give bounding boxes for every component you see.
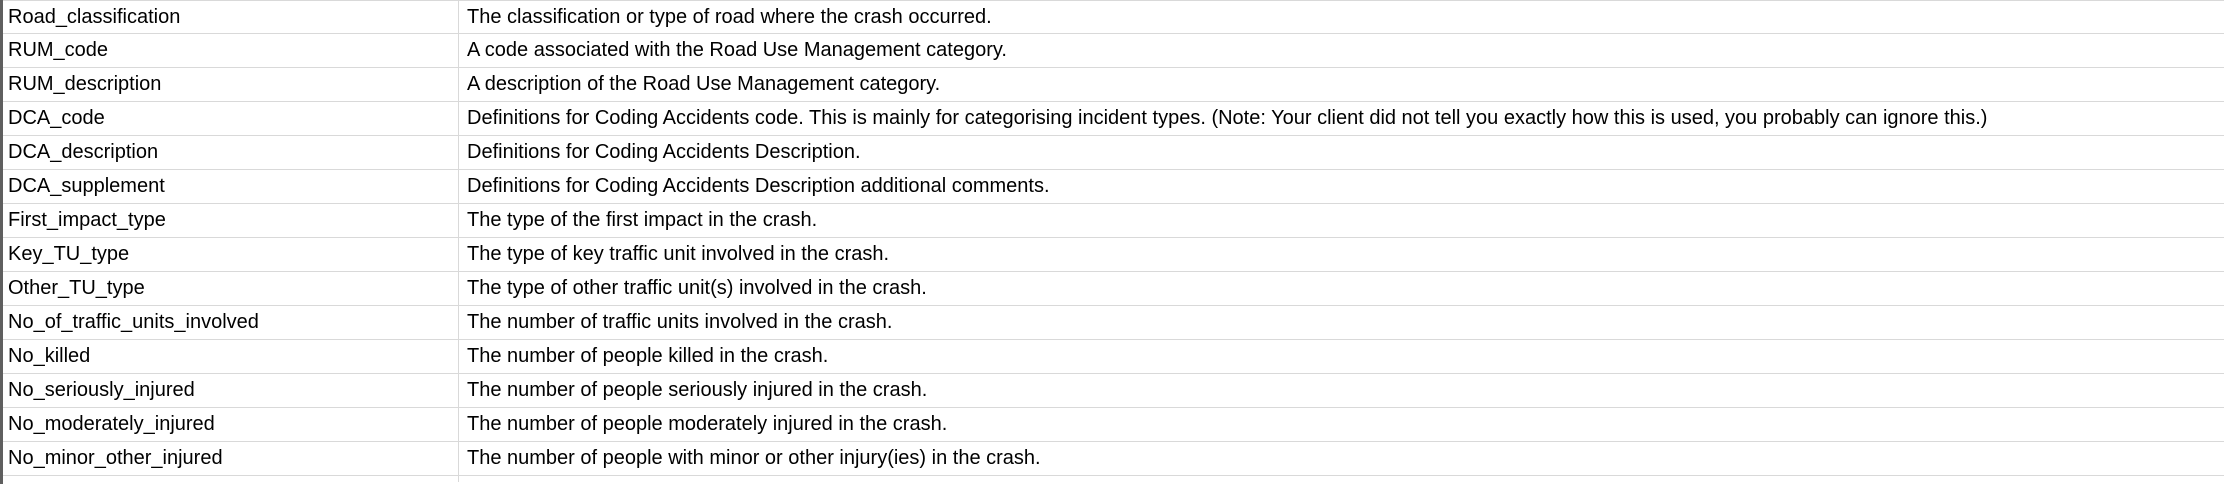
field-name-cell[interactable]: No_moderately_injured — [3, 408, 459, 441]
table-row — [3, 442, 2224, 476]
table-row — [3, 306, 2224, 340]
field-description-cell[interactable]: The number of people with minor or other injury(ies) in the crash. — [467, 447, 1041, 469]
cell-grid — [3, 0, 2224, 482]
field-name-cell[interactable]: RUM_code — [3, 34, 459, 67]
field-name-cell[interactable]: DCA_supplement — [3, 170, 459, 203]
table-row — [3, 374, 2224, 408]
field-name-cell[interactable]: DCA_description — [3, 136, 459, 169]
empty-cell[interactable] — [459, 476, 2224, 482]
table-row — [3, 34, 2224, 68]
field-name-cell[interactable]: Road_classification — [3, 1, 459, 33]
table-row — [3, 340, 2224, 374]
field-name-cell[interactable]: No_killed — [3, 340, 459, 373]
field-name-cell[interactable]: RUM_description — [3, 68, 459, 101]
field-description-cell[interactable]: The type of the first impact in the crash. — [467, 209, 818, 231]
field-description-cell[interactable]: The number of traffic units involved in the crash. — [467, 311, 893, 333]
field-name-cell[interactable]: No_minor_other_injured — [3, 442, 459, 475]
field-name-cell[interactable]: Key_TU_type — [3, 238, 459, 271]
field-description-cell[interactable]: Definitions for Coding Accidents code. This is mainly for categorising incident types. (Note: Your client did not tell you exactly how this is used, you probably can ignore this.) — [467, 107, 1988, 129]
field-description-cell[interactable]: The number of people killed in the crash. — [467, 345, 829, 367]
field-name-cell[interactable]: Other_TU_type — [3, 272, 459, 305]
table-row — [3, 102, 2224, 136]
field-description-cell[interactable]: Definitions for Coding Accidents Description additional comments. — [467, 175, 1050, 197]
field-name-cell[interactable]: No_of_traffic_units_involved — [3, 306, 459, 339]
empty-row — [3, 476, 2224, 482]
field-name-cell[interactable]: No_seriously_injured — [3, 374, 459, 407]
field-description-cell[interactable]: The type of key traffic unit involved in the crash. — [467, 243, 890, 265]
table-row — [3, 0, 2224, 34]
field-description-cell[interactable]: The type of other traffic unit(s) involved in the crash. — [467, 277, 927, 299]
table-row — [3, 204, 2224, 238]
field-description-cell[interactable]: The classification or type of road where the crash occurred. — [467, 5, 992, 28]
table-row — [3, 136, 2224, 170]
empty-cell[interactable] — [3, 476, 459, 482]
table-row — [3, 68, 2224, 102]
field-description-cell[interactable]: Definitions for Coding Accidents Description. — [467, 141, 861, 163]
table-row — [3, 272, 2224, 306]
field-description-cell[interactable]: The number of people seriously injured in the crash. — [467, 379, 928, 401]
table-row — [3, 170, 2224, 204]
field-description-cell[interactable]: A description of the Road Use Management category. — [467, 73, 941, 95]
field-description-cell[interactable]: The number of people moderately injured in the crash. — [467, 413, 948, 435]
table-row — [3, 238, 2224, 272]
field-description-cell[interactable]: A code associated with the Road Use Management category. — [467, 39, 1007, 61]
table-row — [3, 408, 2224, 442]
field-name-cell[interactable]: First_impact_type — [3, 204, 459, 237]
field-name-cell[interactable]: DCA_code — [3, 102, 459, 135]
